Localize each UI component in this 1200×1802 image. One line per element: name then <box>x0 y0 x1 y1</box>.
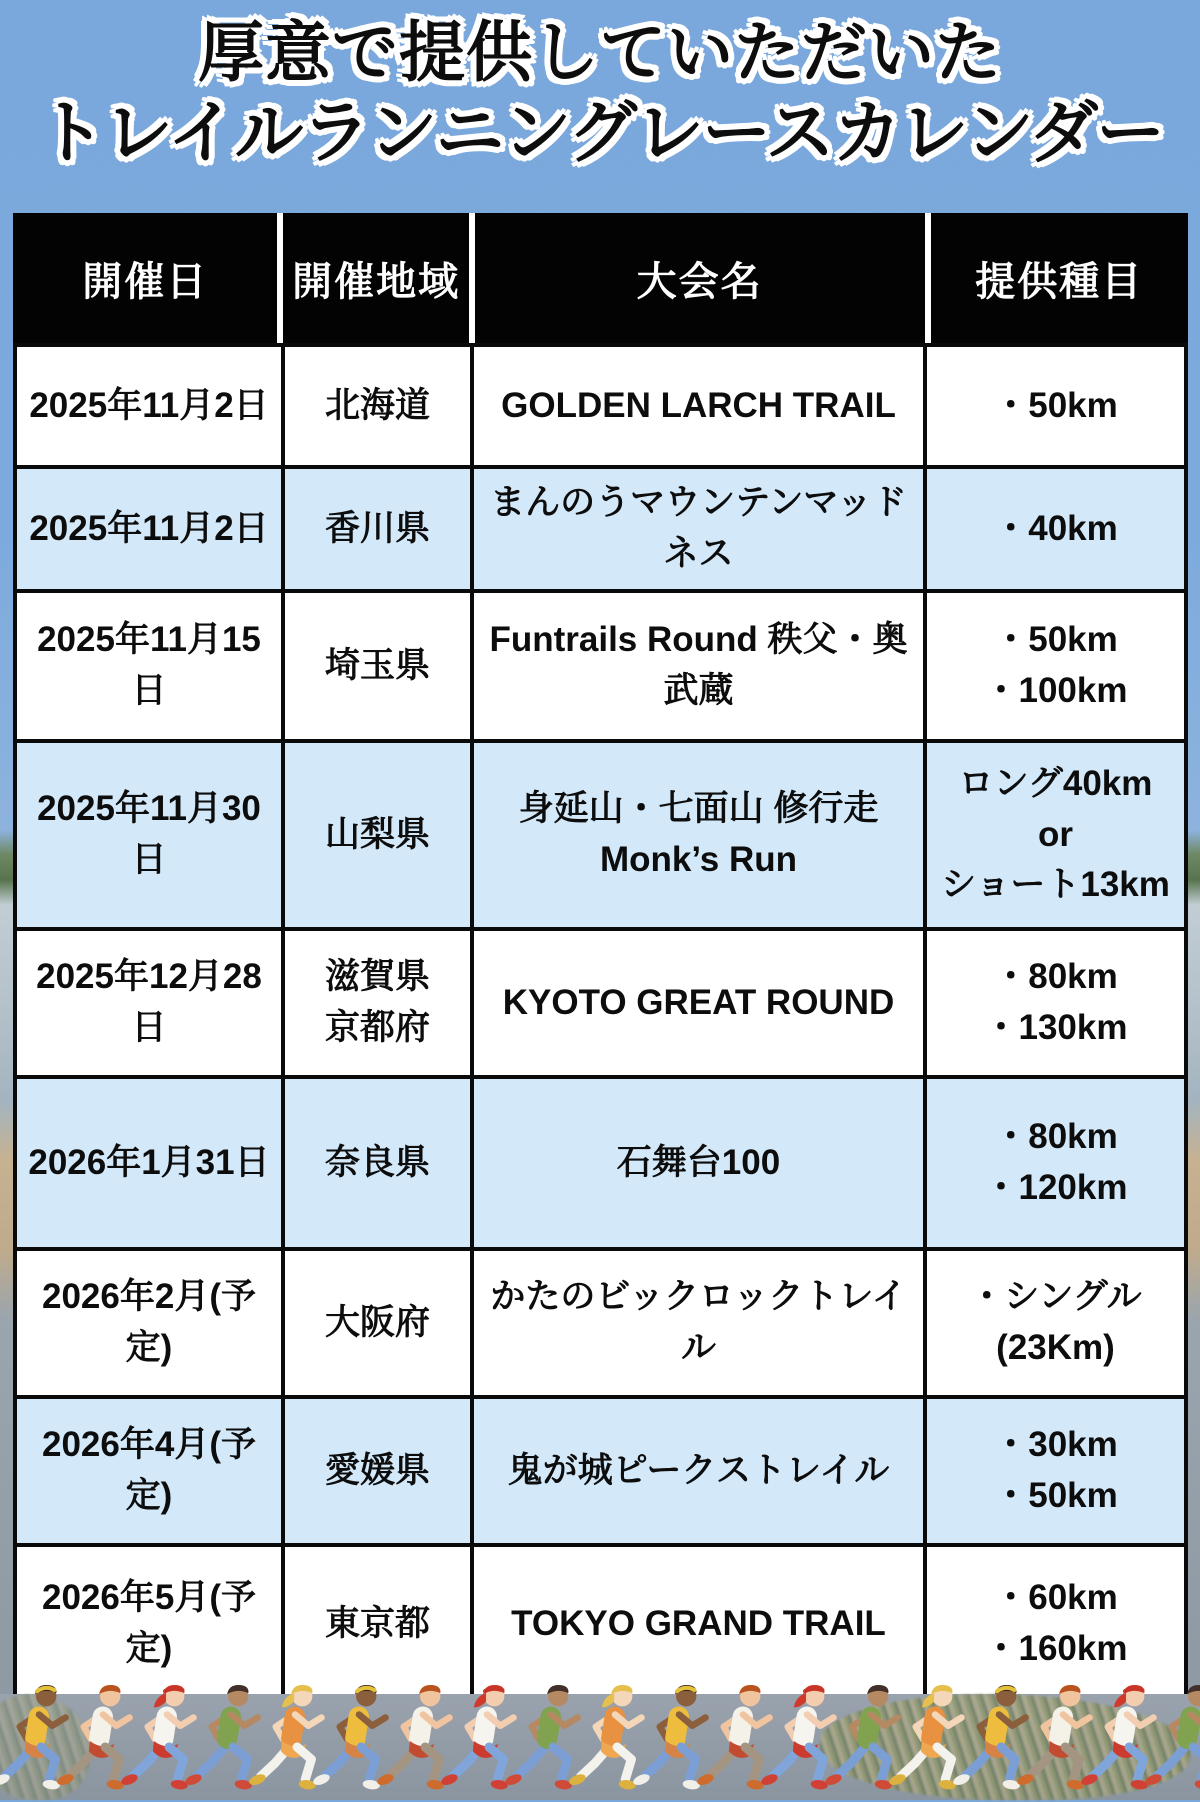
cell-race-name: かたのビックロックトレイル <box>474 1251 923 1395</box>
cell-events: ・80km ・120km <box>927 1079 1184 1247</box>
cell-region: 香川県 <box>285 469 470 589</box>
cell-race-name: 石舞台100 <box>474 1079 923 1247</box>
cell-race-name: GOLDEN LARCH TRAIL <box>474 347 923 465</box>
cell-race-name: Funtrails Round 秩父・奥武蔵 <box>474 593 923 739</box>
cell-events: ・40km <box>927 469 1184 589</box>
cell-region: 奈良県 <box>285 1079 470 1247</box>
cell-date: 2025年11月2日 <box>17 469 281 589</box>
cell-date: 2026年2月(予定) <box>17 1251 281 1395</box>
cell-date: 2026年4月(予定) <box>17 1399 281 1543</box>
poster-title-line1: 厚意で提供していただいた <box>198 15 1002 89</box>
poster-title <box>0 15 1200 171</box>
cell-date: 2025年11月15日 <box>17 593 281 739</box>
cell-region: 北海道 <box>285 347 470 465</box>
table-row <box>17 1547 1184 1701</box>
table-row <box>17 1079 1184 1247</box>
cell-events: ・80km ・130km <box>927 931 1184 1075</box>
column-header-region: 開催地域 <box>283 213 468 343</box>
cell-region: 埼玉県 <box>285 593 470 739</box>
cell-date: 2026年1月31日 <box>17 1079 281 1247</box>
table-row <box>17 743 1184 927</box>
column-header-events: 提供種目 <box>931 213 1188 343</box>
cell-race-name: 鬼が城ピークストレイル <box>474 1399 923 1543</box>
table-row <box>17 1399 1184 1543</box>
table-row <box>17 931 1184 1075</box>
cell-events: ロング40km or ショート13km <box>927 743 1184 927</box>
cell-region: 愛媛県 <box>285 1399 470 1543</box>
column-header-race: 大会名 <box>475 213 925 343</box>
cell-date: 2025年11月30日 <box>17 743 281 927</box>
table-row <box>17 469 1184 589</box>
table-row <box>17 1251 1184 1395</box>
cell-date: 2025年12月28日 <box>17 931 281 1075</box>
cell-events: ・シングル (23Km) <box>927 1251 1184 1395</box>
cell-region: 東京都 <box>285 1547 470 1701</box>
runners-illustration <box>0 1694 1200 1800</box>
table-header-row <box>13 213 1188 343</box>
table-row <box>17 593 1184 739</box>
table-body <box>13 343 1188 1705</box>
cell-date: 2025年11月2日 <box>17 347 281 465</box>
cell-race-name: 身延山・七面山 修行走 Monk’s Run <box>474 743 923 927</box>
cell-region: 大阪府 <box>285 1251 470 1395</box>
column-header-date: 開催日 <box>13 213 277 343</box>
race-calendar-table <box>13 213 1188 1705</box>
cell-date: 2026年5月(予定) <box>17 1547 281 1701</box>
cell-events: ・50km <box>927 347 1184 465</box>
runner-figure <box>1138 1682 1200 1802</box>
cell-race-name: KYOTO GREAT ROUND <box>474 931 923 1075</box>
cell-region: 滋賀県 京都府 <box>285 931 470 1075</box>
cell-events: ・50km ・100km <box>927 593 1184 739</box>
poster-title-line2: トレイルランニングレースカレンダー <box>36 93 1164 171</box>
cell-race-name: まんのうマウンテンマッドネス <box>474 469 923 589</box>
table-row <box>17 347 1184 465</box>
cell-region: 山梨県 <box>285 743 470 927</box>
cell-events: ・30km ・50km <box>927 1399 1184 1543</box>
cell-events: ・60km ・160km <box>927 1547 1184 1701</box>
cell-race-name: TOKYO GRAND TRAIL <box>474 1547 923 1701</box>
